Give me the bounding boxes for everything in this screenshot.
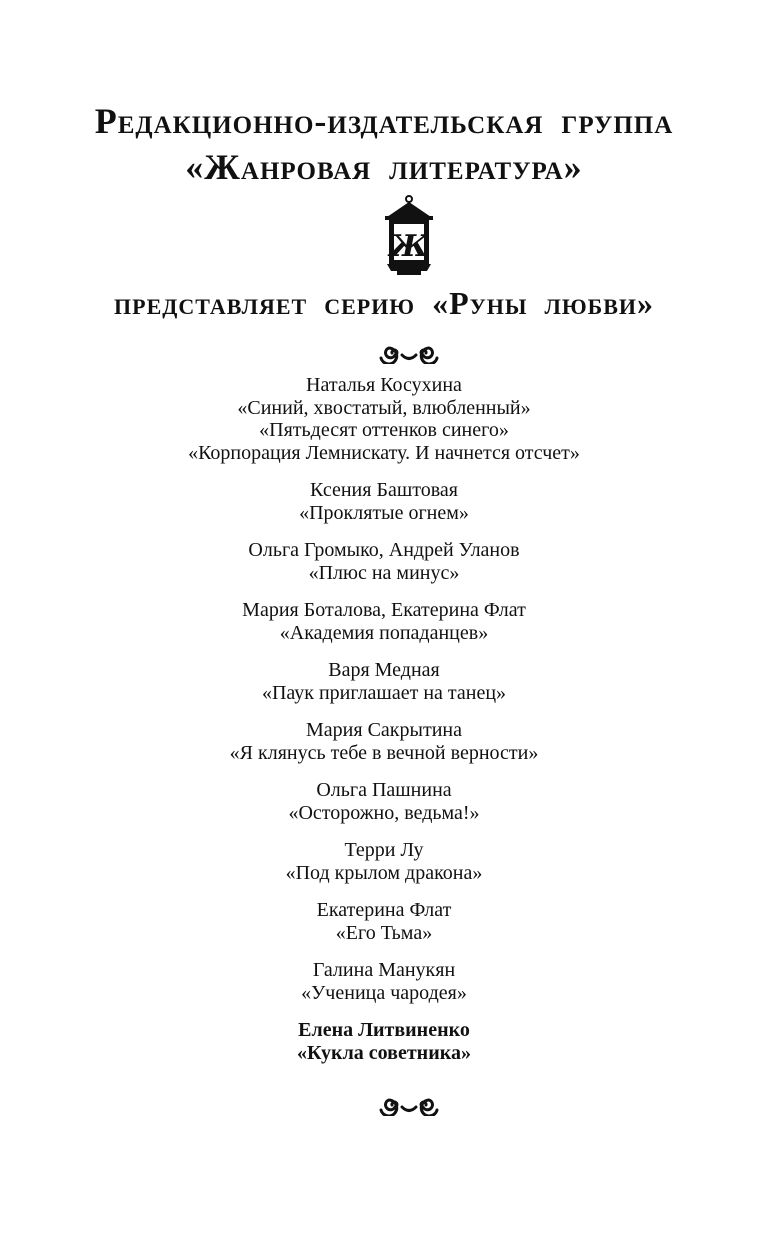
book-author: Наталья Косухина xyxy=(306,374,462,396)
lantern-letter: Ж xyxy=(389,229,429,264)
book-author: Терри Лу xyxy=(344,839,424,861)
book-title: «Ученица чародея» xyxy=(301,981,467,1004)
book-title: «Корпорация Лемнискату. И начнется отсчет» xyxy=(188,441,580,464)
book-entry xyxy=(0,839,768,884)
book-entry-current xyxy=(0,1019,768,1064)
book-entry xyxy=(0,374,768,464)
book-entry xyxy=(0,659,768,704)
book-title: «Под крылом дракона» xyxy=(285,861,483,884)
book-title: «Его Тьма» xyxy=(335,921,433,944)
book-author: Ольга Громыко, Андрей Уланов xyxy=(248,539,520,561)
lantern-icon xyxy=(383,195,435,277)
book-entry xyxy=(0,719,768,764)
book-list xyxy=(0,374,768,1079)
publisher-imprint: «Жанровая литература» xyxy=(185,147,583,187)
book-entry xyxy=(0,959,768,1004)
book-title: «Академия попаданцев» xyxy=(279,621,489,644)
book-title: «Кукла советника» xyxy=(297,1041,471,1064)
book-title: «Паук приглашает на танец» xyxy=(261,681,507,704)
double-spiral-icon xyxy=(378,1094,440,1116)
book-entry xyxy=(0,479,768,524)
book-title: «Осторожно, ведьма!» xyxy=(288,801,480,824)
book-author: Галина Манукян xyxy=(312,959,456,981)
book-entry xyxy=(0,539,768,584)
book-title: «Пятьдесят оттенков синего» xyxy=(259,419,509,441)
book-author: Екатерина Флат xyxy=(316,899,452,921)
book-title: «Синий, хвостатый, влюбленный» xyxy=(237,396,531,419)
book-title: «Плюс на минус» xyxy=(308,561,460,584)
book-entry xyxy=(0,599,768,644)
book-entry xyxy=(0,779,768,824)
book-author: Ксения Баштовая xyxy=(310,479,458,501)
book-author: Мария Сакрытина xyxy=(306,719,462,741)
publisher-name: Редакционно-издательская группа xyxy=(94,101,674,141)
book-author: Варя Медная xyxy=(328,659,440,681)
series-presents: представляет серию «Руны любви» xyxy=(114,285,654,321)
book-author: Мария Боталова, Екатерина Флат xyxy=(242,599,526,621)
book-author: Ольга Пашнина xyxy=(316,779,452,801)
double-spiral-icon xyxy=(378,342,440,364)
book-title: «Проклятые огнем» xyxy=(299,501,469,524)
book-author: Елена Литвиненко xyxy=(298,1019,470,1041)
book-entry xyxy=(0,899,768,944)
book-title: «Я клянусь тебе в вечной верности» xyxy=(229,741,539,764)
